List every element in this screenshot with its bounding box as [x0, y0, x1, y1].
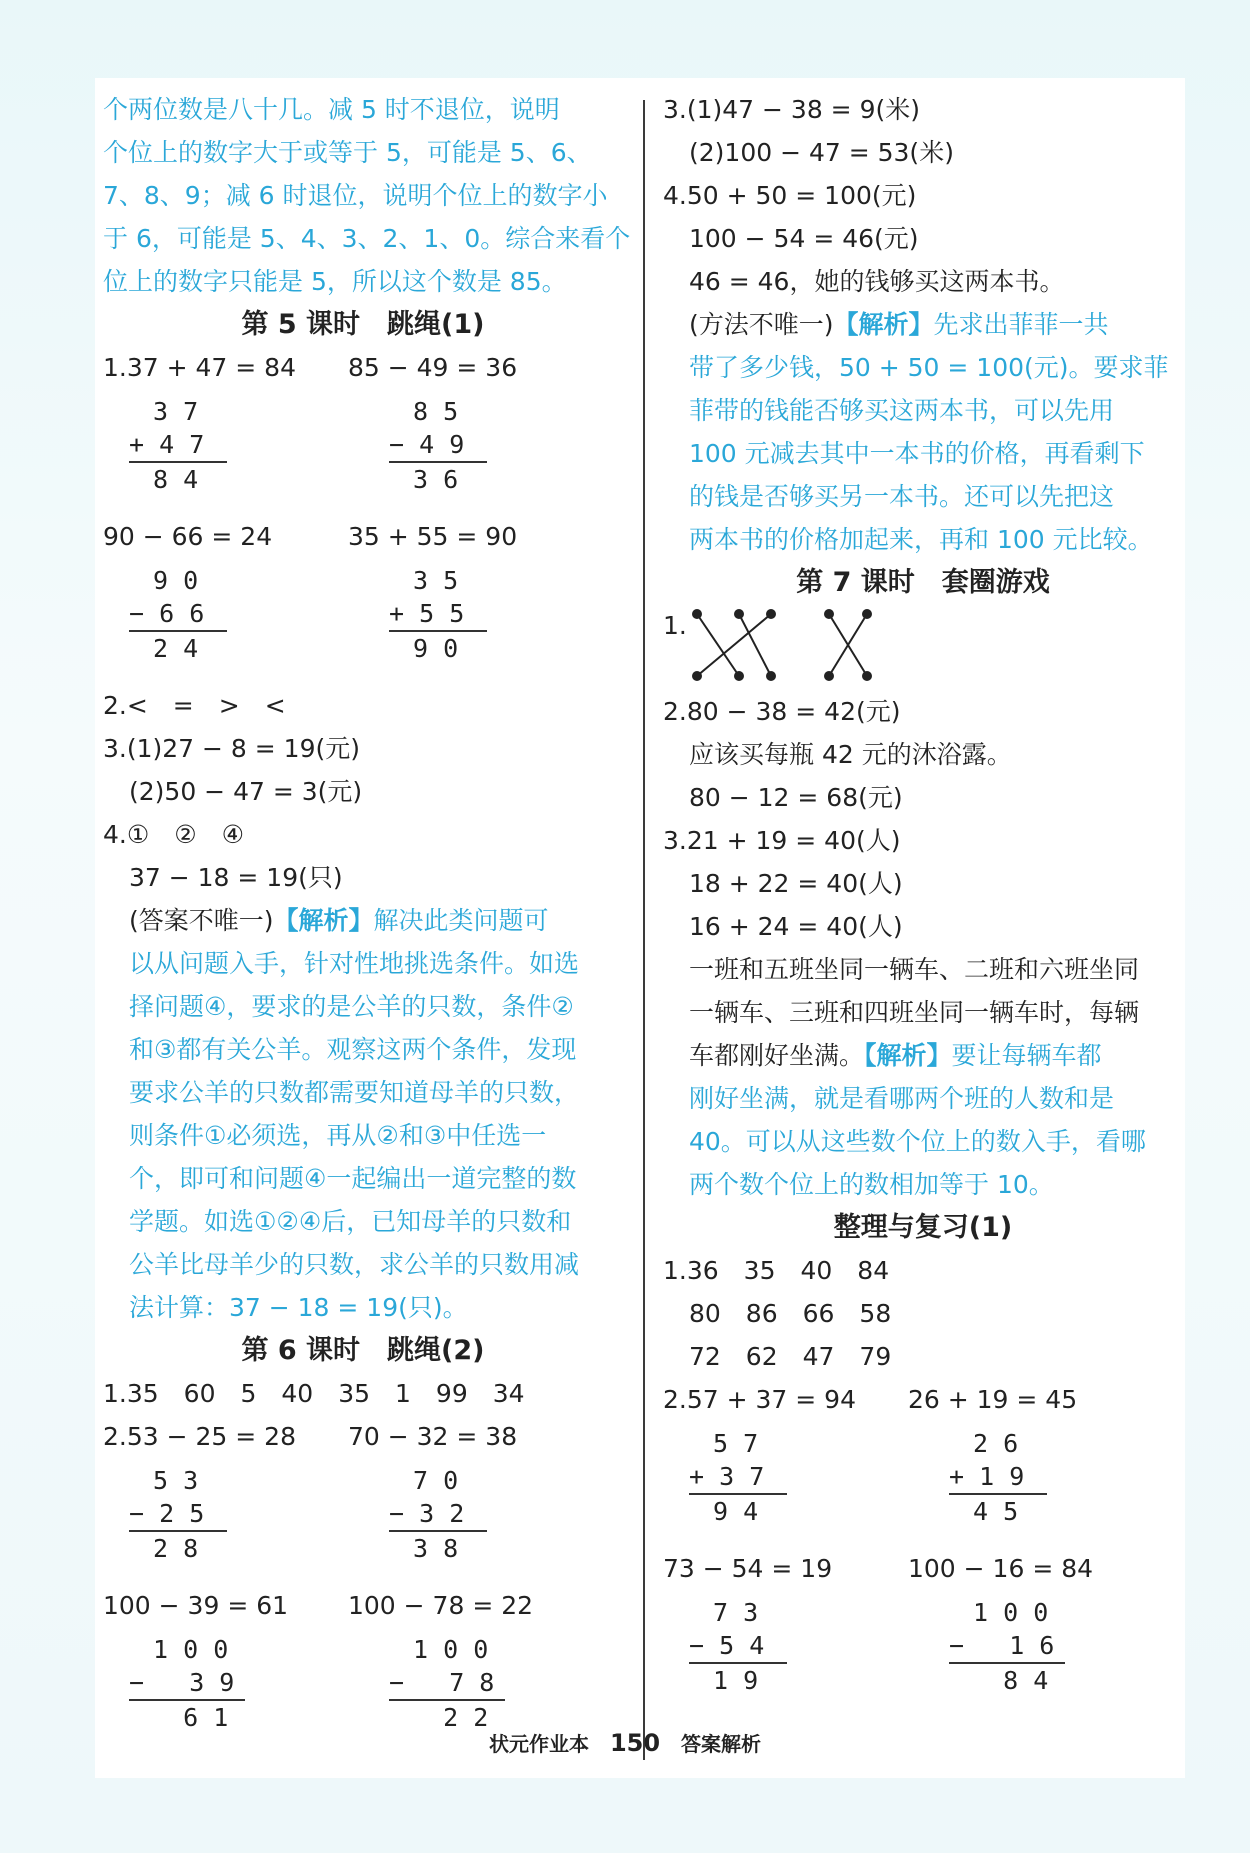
- analysis-line: 菲带的钱能否够买这两本书，可以先用: [689, 396, 1115, 425]
- vertical-calc: [689, 1427, 909, 1547]
- l7-q3-b: 18 + 22 = 40(人): [689, 869, 903, 898]
- equation: 2.57 + 37 = 94: [663, 1385, 856, 1414]
- analysis-line: 40。可以从这些数个位上的数入手，看哪: [689, 1127, 1146, 1156]
- page-footer: [0, 1728, 1250, 1757]
- analysis-tag: 【解析】: [864, 1041, 952, 1070]
- l7-q2-b: 应该买每瓶 42 元的沐浴露。: [689, 740, 1012, 769]
- analysis-line: 以从问题入手，针对性地挑选条件。如选: [129, 949, 580, 978]
- analysis-line: 刚好坐满，就是看哪两个班的人数和是: [689, 1084, 1115, 1113]
- vertical-calc: [949, 1427, 1169, 1547]
- analysis-line: 的钱是否够买另一本书。还可以先把这: [689, 482, 1115, 511]
- vc-result: 6 1: [153, 1703, 229, 1732]
- vc-operand: + 5 5: [389, 599, 465, 628]
- intro-line: 7、8、9；减 6 时退位，说明个位上的数字小: [103, 181, 608, 210]
- analysis-line: 两本书的价格加起来，再和 100 元比较。: [689, 525, 1153, 554]
- vertical-calc: [689, 1596, 909, 1716]
- analysis-text: 先求出菲菲一共: [933, 310, 1109, 339]
- equation: 2.53 − 25 = 28: [103, 1422, 296, 1451]
- q-number: 1.: [663, 611, 687, 640]
- vc-result: 8 4: [973, 1666, 1049, 1695]
- vc-operand: − 5 4: [689, 1631, 765, 1660]
- vc-operand: − 2 5: [129, 1499, 205, 1528]
- vc-top: 2 6: [973, 1429, 1019, 1458]
- r-q4-b: 100 − 54 = 46(元): [689, 224, 919, 253]
- note: (答案不唯一): [129, 906, 274, 935]
- r-q1: 80 86 66 58: [689, 1299, 892, 1328]
- r-q2-row: [663, 1378, 1183, 1421]
- vc-result: 2 2: [413, 1703, 489, 1732]
- vc-top: 7 0: [413, 1466, 459, 1495]
- vc-result: 3 8: [413, 1534, 459, 1563]
- lesson-7-title: 第 7 课时 套圈游戏: [796, 567, 1050, 598]
- analysis-tag: 【解析】: [273, 906, 374, 935]
- right-column: [663, 88, 1183, 1716]
- r-q1: 1.36 35 40 84: [663, 1256, 890, 1285]
- analysis-line: 则条件①必须选，再从②和③中任选一: [129, 1121, 547, 1150]
- analysis-line: 公羊比母羊少的只数，求公羊的只数用减: [129, 1250, 580, 1279]
- r-q4-c: 46 = 46，她的钱够买这两本书。: [689, 267, 1065, 296]
- vc-operand: − 7 8: [389, 1668, 495, 1697]
- vc-top: 9 0: [153, 566, 199, 595]
- equation: 85 − 49 = 36: [348, 353, 518, 382]
- vertical-calc: [389, 395, 609, 515]
- l7-analysis-first: [663, 1034, 1183, 1077]
- left-column: [103, 88, 631, 1753]
- vc-operand: − 1 6: [949, 1631, 1055, 1660]
- vc-top: 8 5: [413, 397, 459, 426]
- analysis-line: 和③都有关公羊。观察这两个条件，发现: [129, 1035, 577, 1064]
- vertical-calc-row: [103, 564, 623, 684]
- l6-q1: 1.35 60 5 40 35 1 99 34: [103, 1379, 525, 1408]
- vc-result: 4 5: [973, 1497, 1019, 1526]
- analysis-line: 两个数个位上的数相加等于 10。: [689, 1170, 1054, 1199]
- analysis-line: 择问题④，要求的是公羊的只数，条件②: [129, 992, 574, 1021]
- equation: 73 − 54 = 19: [663, 1554, 833, 1583]
- vertical-calc: [129, 564, 349, 684]
- r-q4-a: 4.50 + 50 = 100(元): [663, 181, 917, 210]
- vc-top: 1 0 0: [973, 1598, 1049, 1627]
- vc-top: 5 3: [153, 1466, 199, 1495]
- analysis-line: 法计算：37 − 18 = 19(只)。: [129, 1293, 468, 1322]
- vertical-calc-row: [103, 1464, 623, 1584]
- analysis-line: 学题。如选①②④后，已知母羊的只数和: [129, 1207, 572, 1236]
- vertical-calc: [389, 1464, 609, 1584]
- equation: 100 − 78 = 22: [348, 1591, 534, 1620]
- vertical-calc-row: [663, 1596, 1183, 1716]
- equation: 1.37 + 47 = 84: [103, 353, 296, 382]
- vc-operand: − 4 9: [389, 430, 465, 459]
- intro-line: 位上的数字只能是 5，所以这个数是 85。: [103, 267, 567, 296]
- vertical-calc: [949, 1596, 1169, 1716]
- vc-operand: − 3 9: [129, 1668, 235, 1697]
- r-q1: 72 62 47 79: [689, 1342, 892, 1371]
- l5-q1-row: [103, 346, 623, 389]
- vc-operand: − 6 6: [129, 599, 205, 628]
- review-title: 整理与复习(1): [833, 1212, 1013, 1243]
- analysis-line: 要求公羊的只数都需要知道母羊的只数，: [129, 1078, 580, 1107]
- l5-q4-eq: 37 − 18 = 19(只): [129, 863, 343, 892]
- vc-top: 3 5: [413, 566, 459, 595]
- r-q4-analysis-first: [663, 303, 1183, 346]
- l6-q2-row2: [103, 1584, 623, 1627]
- l7-q2-c: 80 − 12 = 68(元): [689, 783, 903, 812]
- l7-q1: [663, 604, 1183, 690]
- vc-result: 1 9: [713, 1666, 759, 1695]
- l7-q3-c: 16 + 24 = 40(人): [689, 912, 903, 941]
- l7-q3-d: 一辆车、三班和四班坐同一辆车时，每辆: [689, 998, 1140, 1027]
- analysis-line: 个，即可和问题④一起编出一道完整的数: [129, 1164, 577, 1193]
- equation: 26 + 19 = 45: [908, 1385, 1078, 1414]
- vertical-calc: [129, 1464, 349, 1584]
- r-q3-2: (2)100 − 47 = 53(米): [689, 138, 954, 167]
- note: (方法不唯一): [689, 310, 834, 339]
- footer-book-name: 状元作业本: [488, 1732, 589, 1756]
- vc-top: 1 0 0: [153, 1635, 229, 1664]
- l6-q2-row: [103, 1415, 623, 1458]
- l5-q2: 2.< = > <: [103, 691, 286, 720]
- vc-top: 5 7: [713, 1429, 759, 1458]
- vc-result: 9 0: [413, 634, 459, 663]
- r-q3-1: 3.(1)47 − 38 = 9(米): [663, 95, 920, 124]
- intro-line: 个位上的数字大于或等于 5，可能是 5、6、: [103, 138, 592, 167]
- vc-operand: + 4 7: [129, 430, 205, 459]
- equation: 35 + 55 = 90: [348, 522, 518, 551]
- equation: 100 − 39 = 61: [103, 1591, 289, 1620]
- vertical-calc: [389, 564, 609, 684]
- equation: 70 − 32 = 38: [348, 1422, 518, 1451]
- l7-q3-a: 3.21 + 19 = 40(人): [663, 826, 901, 855]
- analysis-text: 要让每辆车都: [951, 1041, 1102, 1070]
- analysis-text: 解决此类问题可: [373, 906, 549, 935]
- l5-q4: 4.① ② ④: [103, 820, 245, 849]
- analysis-line: 100 元减去其中一本书的价格，再看剩下: [689, 439, 1145, 468]
- l5-q3-2: (2)50 − 47 = 3(元): [129, 777, 363, 806]
- vc-top: 7 3: [713, 1598, 759, 1627]
- r-q2-row2: [663, 1547, 1183, 1590]
- vc-result: 2 8: [153, 1534, 199, 1563]
- column-divider: [643, 100, 645, 1760]
- vc-result: 9 4: [713, 1497, 759, 1526]
- equation: 100 − 16 = 84: [908, 1554, 1094, 1583]
- analysis-line: 带了多少钱，50 + 50 = 100(元)。要求菲: [689, 353, 1169, 382]
- answer-text: 车都刚好坐满。: [689, 1041, 865, 1070]
- vc-operand: − 3 2: [389, 1499, 465, 1528]
- l7-q3-d: 一班和五班坐同一辆车、二班和六班坐同: [689, 955, 1140, 984]
- vertical-calc-row: [103, 395, 623, 515]
- vc-top: 1 0 0: [413, 1635, 489, 1664]
- intro-line: 个两位数是八十几。减 5 时不退位，说明: [103, 95, 560, 124]
- footer-section: 答案解析: [681, 1732, 762, 1756]
- equation: 90 − 66 = 24: [103, 522, 273, 551]
- analysis-tag: 【解析】: [833, 310, 934, 339]
- lesson-5-title: 第 5 课时 跳绳(1): [241, 309, 485, 340]
- vertical-calc-row: [663, 1427, 1183, 1547]
- vc-operand: + 3 7: [689, 1462, 765, 1491]
- vc-result: 2 4: [153, 634, 199, 663]
- matching-lines: [681, 604, 911, 690]
- l5-q4-analysis-first: [103, 899, 623, 942]
- page-number: 150: [609, 1729, 661, 1757]
- vc-result: 8 4: [153, 465, 199, 494]
- vc-result: 3 6: [413, 465, 459, 494]
- vc-operand: + 1 9: [949, 1462, 1025, 1491]
- l7-q2-a: 2.80 − 38 = 42(元): [663, 697, 901, 726]
- vc-top: 3 7: [153, 397, 199, 426]
- intro-line: 于 6，可能是 5、4、3、2、1、0。综合来看个: [103, 224, 631, 253]
- l5-q1-row2: [103, 515, 623, 558]
- l5-q3-1: 3.(1)27 − 8 = 19(元): [103, 734, 360, 763]
- lesson-6-title: 第 6 课时 跳绳(2): [241, 1335, 485, 1366]
- vertical-calc: [129, 395, 349, 515]
